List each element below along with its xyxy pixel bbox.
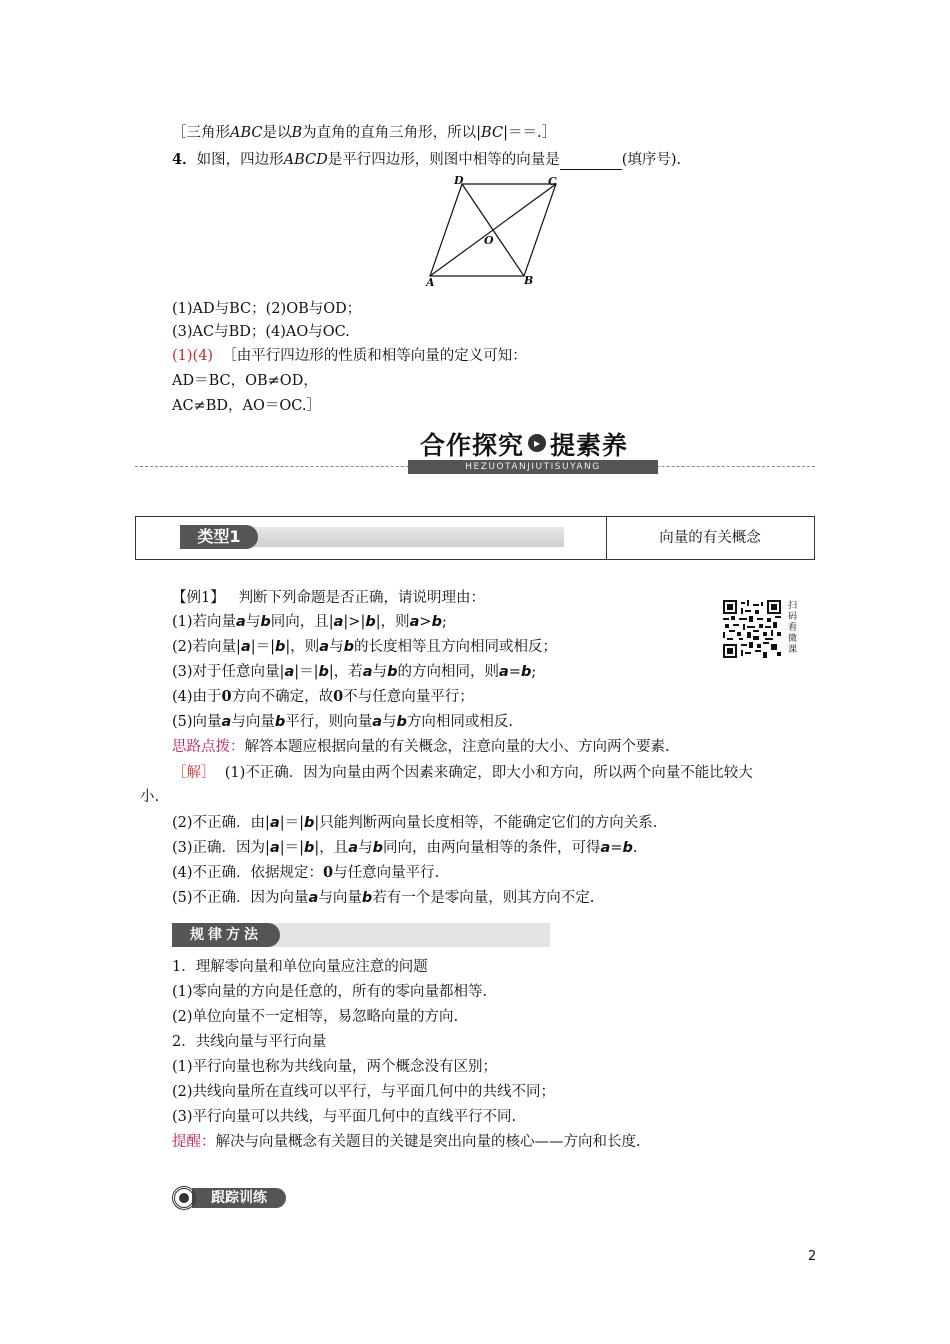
method-line-5: (1)平行向量也称为共线向量，两个概念没有区别； xyxy=(172,1059,498,1075)
target-center xyxy=(179,1193,189,1203)
tip-line: 提醒：解决与向量概念有关题目的关键是突出向量的核心——方向和长度. xyxy=(172,1134,641,1150)
options-line-2: (3)AC与BD；(4)AO与OC. xyxy=(172,324,350,340)
section-title-right: 提素养 xyxy=(550,431,629,460)
example-item-4: (4)由于0方向不确定，故0不与任意向量平行； xyxy=(172,688,474,705)
method-line-7: (3)平行向量可以共线，与平面几何中的直线平行不同. xyxy=(172,1109,517,1125)
hint-label: 思路点拨： xyxy=(172,739,245,755)
solution-label: ［解］ xyxy=(172,765,216,781)
example-item-3: (3)对于任意向量|a|＝|b|，若a与b的方向相同，则a=b; xyxy=(172,664,537,680)
method-line-4: 2．共线向量与平行向量 xyxy=(172,1034,327,1050)
example-item-5: (5)向量a与向量b平行，则向量a与b方向相同或相反. xyxy=(172,714,514,730)
example-heading: 【例1】 判断下列命题是否正确，请说明理由： xyxy=(172,590,486,606)
hint-line: 思路点拨：解答本题应根据向量的有关概念，注意向量的大小、方向两个要素. xyxy=(172,739,670,755)
type-badge xyxy=(180,527,564,547)
section-title-left: 合作探究 xyxy=(420,431,525,460)
page-number: 2 xyxy=(808,1249,817,1264)
q3-answer: ［三角形ABC是以B为直角的直角三角形，所以|BC|＝＝.］ xyxy=(172,125,557,141)
qr-code-icon[interactable] xyxy=(723,600,781,658)
tracking-label: 跟踪训练 xyxy=(192,1188,286,1208)
answer-line: (1)(4) ［由平行四边形的性质和相等向量的定义可知： xyxy=(172,348,527,364)
solution-2: (2)不正确．由|a|＝|b|只能判断两向量长度相等，不能确定它们的方向关系. xyxy=(172,815,658,831)
tracking-banner xyxy=(172,1186,286,1210)
section-banner xyxy=(404,426,658,482)
label-o: O xyxy=(484,234,494,247)
answer-label: (1)(4) xyxy=(172,348,214,364)
type-topic: 向量的有关概念 xyxy=(659,530,761,546)
solution-4: (4)不正确．依据规定：0与任意向量平行. xyxy=(172,864,440,881)
question-4: 4．如图，四边形ABCD是平行四边形，则图中相等的向量是 (填序号). xyxy=(172,151,682,168)
solution-1a: ［解］ (1)不正确．因为向量由两个因素来确定，即大小和方向，所以两个向量不能比较大 xyxy=(172,765,753,781)
arrow-right-icon: ▸ xyxy=(528,434,546,452)
answer-line-2: AD＝BC，OB≠OD， xyxy=(172,373,318,389)
tip-label: 提醒： xyxy=(172,1134,216,1150)
solution-1b: 小. xyxy=(140,789,160,805)
label-d: D xyxy=(454,174,464,187)
section-subtitle: HEZUOTANJIUTISUYANG xyxy=(408,460,658,474)
diagonal-bd xyxy=(462,184,524,276)
method-line-6: (2)共线向量所在直线可以平行，与平面几何中的共线不同； xyxy=(172,1084,556,1100)
answer-line-3: AC≠BD，AO＝OC.］ xyxy=(172,398,321,414)
method-banner xyxy=(172,923,550,947)
answer-blank xyxy=(560,155,622,170)
solution-5: (5)不正确．因为向量a与向量b若有一个是零向量，则其方向不定. xyxy=(172,890,595,906)
example-item-2: (2)若向量|a|＝|b|，则a与b的长度相等且方向相同或相反； xyxy=(172,639,557,655)
method-line-2: (1)零向量的方向是任意的，所有的零向量都相等. xyxy=(172,984,488,1000)
label-b: B xyxy=(524,274,534,287)
example-item-1: (1)若向量a与b同向，且|a|>|b|，则a>b; xyxy=(172,614,447,630)
options-line-1: (1)AD与BC；(2)OB与OD； xyxy=(172,301,362,317)
method-label: 规律方法 xyxy=(172,923,280,947)
type-label: 类型1 xyxy=(180,525,258,549)
type-header-table xyxy=(135,516,815,560)
parallelogram-figure xyxy=(420,172,570,290)
label-a: A xyxy=(426,276,435,289)
method-line-1: 1．理解零向量和单位向量应注意的问题 xyxy=(172,959,428,975)
solution-3: (3)正确．因为|a|＝|b|，且a与b同向，由两向量相等的条件，可得a=b. xyxy=(172,840,638,856)
method-line-3: (2)单位向量不一定相等，易忽略向量的方向. xyxy=(172,1009,459,1025)
qr-caption: 扫码看微课 xyxy=(788,601,798,655)
label-c: C xyxy=(548,175,557,188)
